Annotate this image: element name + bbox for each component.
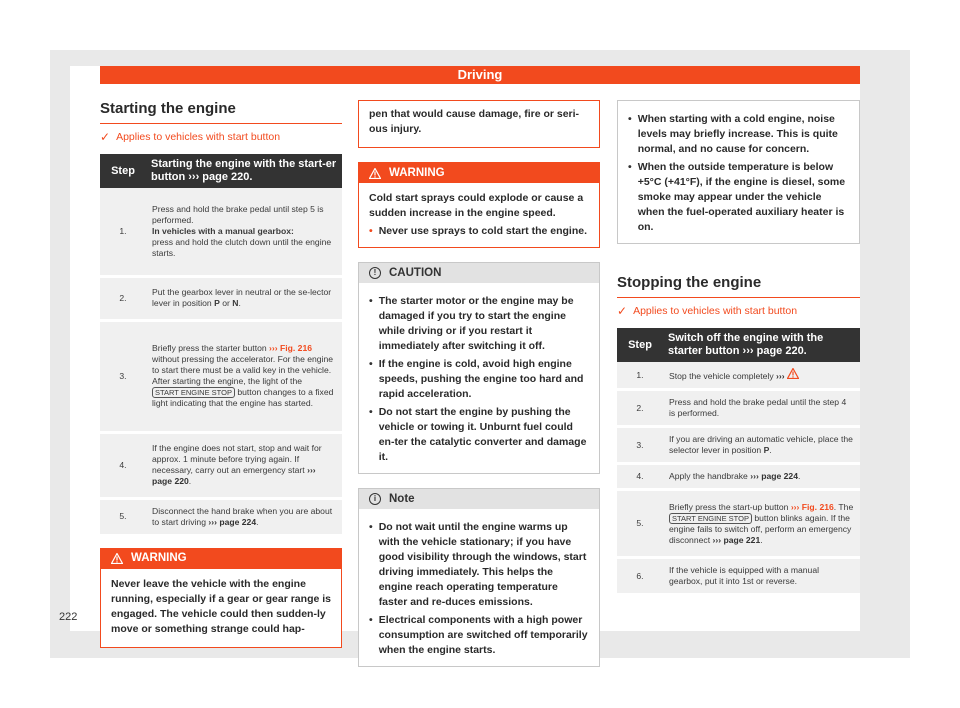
caution-body — [359, 283, 599, 473]
warning-triangle-icon — [369, 168, 381, 179]
note-continuation-body — [618, 101, 859, 243]
bullet-text: The starter motor or the engine may be damaged if you try to start the engine while driving or if you restart it immediately after switching it off. — [378, 295, 574, 352]
bullet-icon: • — [369, 225, 373, 237]
warning-body — [101, 569, 341, 647]
applies-text: Applies to vehicles with start button — [116, 131, 281, 143]
step-text-part: If the engine does not start, stop and wait for approx. 1 minute before trying again. If necessary, carry out an emergency start — [152, 443, 322, 475]
check-icon: ✓ — [100, 130, 111, 144]
page-reference-link[interactable]: ››› page 220 — [152, 465, 316, 486]
note-box — [358, 488, 600, 667]
step-text — [663, 490, 860, 558]
table-row — [100, 498, 342, 535]
column-1 — [100, 100, 342, 648]
step-text-part: After starting the engine, the light of the — [152, 376, 303, 386]
step-text: Press and hold the brake pedal until the step 4 is performed. — [663, 390, 860, 427]
step-number: 1. — [617, 362, 663, 390]
warning-box — [358, 162, 600, 248]
step-text-part: . — [769, 445, 772, 455]
step-text — [146, 432, 342, 498]
step-number: 3. — [617, 427, 663, 464]
figure-link[interactable]: ››› Fig. 216 — [269, 343, 313, 353]
step-text-part: . — [798, 471, 801, 481]
step-text-part: Disconnect the hand brake when you are about to start driving — [152, 505, 333, 527]
step-text-part: If you are driving an automatic vehicle, place the selector lever in position — [669, 434, 853, 455]
table-header-step: Step — [100, 154, 146, 188]
step-number: 2. — [617, 390, 663, 427]
table-row — [617, 362, 860, 390]
step-text-part: press and hold the clutch down until the engine starts. — [152, 236, 332, 258]
warning-header — [101, 549, 341, 569]
step-text-part: . — [256, 516, 259, 527]
bullet-text: Do not start the engine by pushing the vehicle or towing it. Unburnt fuel could en-ter the catalytic converter and damage it. — [378, 406, 587, 463]
step-number: 1. — [100, 188, 146, 276]
page-reference-link[interactable]: ››› page 221 — [712, 534, 761, 545]
bullet-text: When starting with a cold engine, noise levels may briefly increase. This is quite normal, and no cause for concern. — [637, 113, 838, 155]
page-reference-link[interactable]: ››› page 224 — [750, 471, 798, 481]
step-text — [663, 464, 860, 490]
bullet-text: Never use sprays to cold start the engine. — [378, 225, 588, 237]
step-text-part: . — [238, 298, 241, 308]
bullet-icon: • — [628, 113, 632, 125]
note-continuation-box — [617, 100, 860, 244]
list-item — [369, 357, 589, 402]
table-header-row — [100, 154, 342, 188]
start-stop-key-label: START ENGINE STOP — [669, 513, 752, 524]
step-text-part: Apply the handbrake — [669, 471, 751, 481]
table-row — [617, 558, 860, 595]
step-text-part: Put the gearbox lever in neutral or the se-lector lever in position — [152, 287, 332, 308]
start-steps-table — [100, 154, 342, 537]
chapter-header: Driving — [100, 66, 860, 84]
warning-header — [359, 163, 599, 183]
step-text: If the vehicle is equipped with a manual gearbox, put it into 1st or reverse. — [663, 558, 860, 595]
section-title: Stopping the engine — [617, 274, 860, 298]
check-icon: ✓ — [617, 304, 628, 318]
step-number: 4. — [617, 464, 663, 490]
applies-note — [100, 130, 342, 144]
bullet-text: Electrical components with a high power consumption are switched off temporarily when the engine starts. — [378, 614, 588, 656]
step-text-part: or — [219, 298, 233, 308]
step-number: 4. — [100, 432, 146, 498]
page-reference-link[interactable]: ››› — [776, 371, 785, 381]
note-body — [359, 509, 599, 666]
step-text — [146, 320, 342, 432]
step-text — [663, 427, 860, 464]
table-row — [617, 464, 860, 490]
stopping-section — [617, 274, 860, 596]
table-header-text: Starting the engine with the start-er button ››› page 220. — [146, 154, 342, 188]
warning-continuation-text: pen that would cause damage, fire or seri-ous injury. — [369, 108, 580, 135]
step-text-part: . — [760, 534, 763, 545]
caution-box — [358, 262, 600, 474]
step-text-part: button blinks again. If the engine fails to switch off, perform an emergency disconnect — [669, 512, 852, 545]
warning-box — [100, 548, 342, 648]
stop-steps-table — [617, 328, 860, 596]
table-row — [100, 188, 342, 276]
note-label: Note — [389, 492, 415, 505]
step-text-part: Briefly press the starter button — [152, 343, 270, 353]
position-p: P — [763, 445, 770, 455]
bullet-icon: • — [628, 161, 632, 173]
table-row — [617, 427, 860, 464]
step-text-bold: In vehicles with a manual gearbox: — [152, 225, 294, 236]
figure-link[interactable]: ››› Fig. 216 — [790, 501, 834, 512]
step-text-part: . The — [833, 501, 854, 512]
info-icon: i — [369, 493, 381, 505]
list-item — [628, 160, 849, 235]
caution-header — [359, 263, 599, 283]
warning-label: WARNING — [389, 166, 445, 179]
table-row — [100, 432, 342, 498]
list-item — [628, 112, 849, 157]
applies-text: Applies to vehicles with start button — [633, 305, 798, 317]
bullet-icon: • — [369, 406, 373, 418]
table-header-row — [617, 328, 860, 362]
step-number: 5. — [617, 490, 663, 558]
list-item — [369, 613, 589, 658]
list-item — [369, 520, 589, 610]
column-2 — [358, 100, 600, 667]
step-text-part: Briefly press the start-up button — [669, 501, 791, 512]
applies-note — [617, 304, 860, 318]
step-number: 5. — [100, 498, 146, 535]
bullet-text: If the engine is cold, avoid high engine speeds, pushing the engine too hard and rapid acceleration. — [378, 358, 584, 400]
step-text — [146, 188, 342, 276]
list-item — [369, 294, 589, 354]
warning-label: WARNING — [131, 552, 187, 564]
bullet-text: Do not wait until the engine warms up with the vehicle stationary; if you have good visibility through the windows, start driving immediately. This helps the engine reach operating temperature faster and re-duces emissions. — [378, 521, 587, 608]
section-title: Starting the engine — [100, 100, 342, 124]
step-number: 6. — [617, 558, 663, 595]
step-text — [663, 362, 860, 390]
step-text — [146, 498, 342, 535]
caution-icon: ! — [369, 267, 381, 279]
step-text-part: . — [188, 476, 192, 486]
position-p: P — [214, 298, 220, 308]
page-reference-link[interactable]: ››› page 224 — [208, 516, 257, 527]
warning-body — [359, 183, 599, 247]
table-row — [100, 320, 342, 432]
table-row — [617, 390, 860, 427]
bullet-icon: • — [369, 521, 373, 533]
warning-triangle-icon — [787, 368, 799, 379]
bullet-text: When the outside temperature is below +5°C (+41°F), if the engine is diesel, some smoke may appear under the vehicle when the fuel-operated auxiliary heater is on. — [637, 161, 846, 233]
list-item — [369, 405, 589, 465]
caution-label: CAUTION — [389, 266, 442, 279]
note-header — [359, 489, 599, 509]
warning-continuation-box — [358, 100, 600, 148]
step-number: 2. — [100, 276, 146, 320]
step-text — [146, 276, 342, 320]
warning-triangle-icon — [111, 553, 123, 564]
bullet-icon: • — [369, 295, 373, 307]
step-text-part: Stop the vehicle completely — [669, 371, 777, 381]
step-text-part: button changes to a fixed light indicating that the engine has started. — [152, 387, 334, 408]
warning-continuation-body — [359, 101, 599, 147]
step-number: 3. — [100, 320, 146, 432]
step-text-part: Press and hold the brake pedal until step 5 is performed. — [152, 203, 324, 225]
bullet-icon: • — [369, 358, 373, 370]
column-3 — [617, 100, 860, 596]
page-number: 222 — [59, 611, 78, 623]
step-text-part: without pressing the accelerator. For the engine to start there must be a valid key in the vehicle. — [152, 354, 334, 375]
start-stop-key-label: START ENGINE STOP — [152, 387, 235, 398]
list-item — [369, 224, 589, 239]
warning-text: Never leave the vehicle with the engine running, especially if a gear or gear range is engaged. The vehicle could then sudden-ly move or something strange could hap- — [111, 577, 331, 635]
table-row — [617, 490, 860, 558]
table-row — [100, 276, 342, 320]
table-header-step: Step — [617, 328, 663, 362]
bullet-icon: • — [369, 614, 373, 626]
position-n: N — [232, 298, 239, 308]
warning-text: Cold start sprays could explode or cause a sudden increase in the engine speed. — [369, 192, 584, 219]
table-header-text: Switch off the engine with the starter button ››› page 220. — [663, 328, 860, 362]
